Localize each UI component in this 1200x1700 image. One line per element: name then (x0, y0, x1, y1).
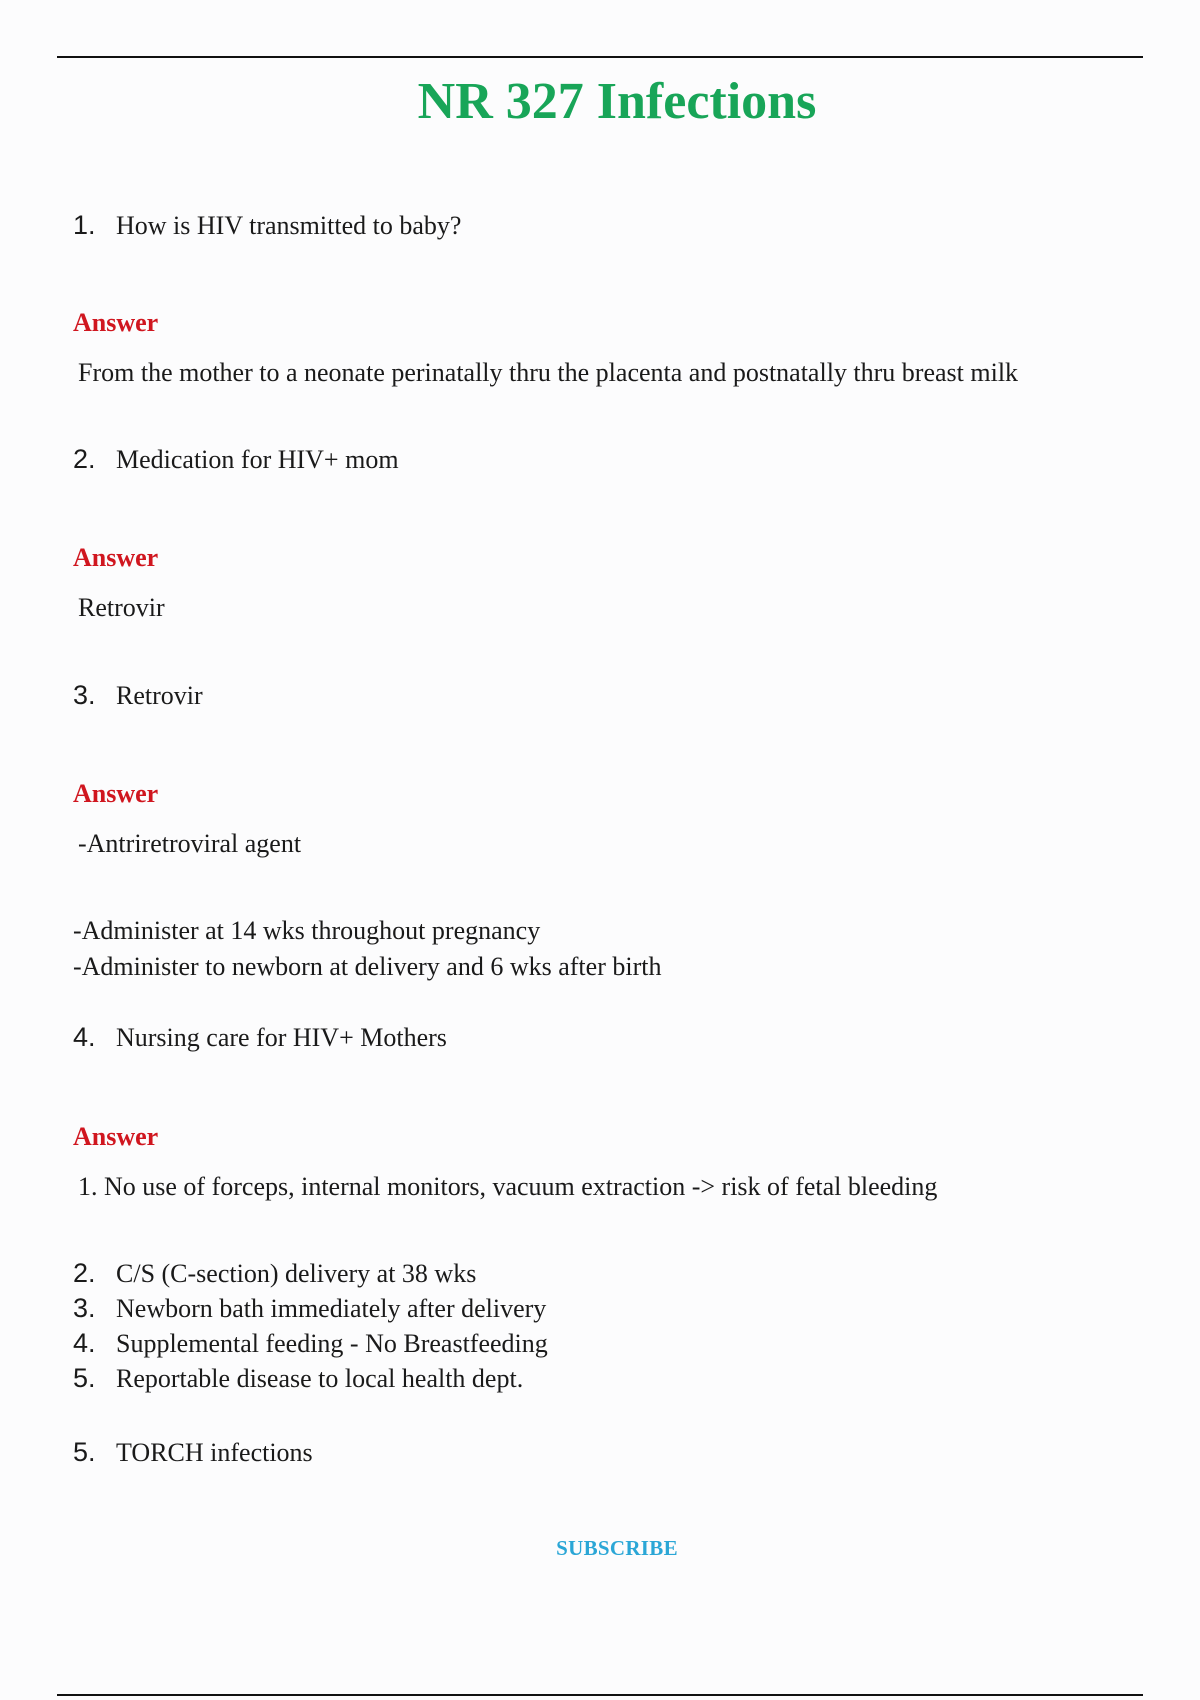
list-item-text: Supplemental feeding - No Breastfeeding (116, 1329, 548, 1358)
question-1 (73, 210, 461, 241)
list-item-text: Reportable disease to local health dept. (116, 1364, 524, 1393)
question-text: Retrovir (116, 681, 203, 710)
question-3 (73, 680, 203, 711)
question-text: Medication for HIV+ mom (116, 445, 399, 474)
answer-text: -Administer at 14 wks throughout pregnancy (73, 916, 541, 945)
subscribe-link[interactable]: SUBSCRIBE (556, 1536, 678, 1560)
answer-text: From the mother to a neonate perinatally thru the placenta and postnatally thru breast milk (78, 358, 1019, 387)
question-5 (73, 1437, 313, 1468)
question-2 (73, 444, 399, 475)
question-text: Nursing care for HIV+ Mothers (116, 1023, 447, 1052)
answer-text: Retrovir (78, 593, 165, 622)
answer-text: -Antriretroviral agent (78, 829, 302, 858)
list-item-number: 2. (73, 1258, 96, 1288)
answer-list-item (73, 1293, 546, 1324)
question-number: 3. (73, 680, 96, 710)
question-text: How is HIV transmitted to baby? (116, 211, 462, 240)
answer-label: Answer (73, 779, 159, 808)
question-number: 1. (73, 210, 96, 240)
answer-label: Answer (73, 543, 159, 572)
list-item-number: 5. (73, 1363, 96, 1393)
bottom-divider (57, 1694, 1143, 1696)
answer-list-item (73, 1328, 548, 1359)
question-number: 2. (73, 444, 96, 474)
question-4 (73, 1022, 447, 1053)
list-item-text: Newborn bath immediately after delivery (116, 1294, 547, 1323)
top-divider (57, 56, 1143, 58)
answer-label: Answer (73, 308, 159, 337)
answer-text: -Administer to newborn at delivery and 6 wks after birth (73, 952, 662, 981)
answer-text: 1. No use of forceps, internal monitors, vacuum extraction -> risk of fetal bleeding (78, 1172, 938, 1201)
page-title: NR 327 Infections (417, 73, 817, 130)
answer-list-item (73, 1258, 476, 1289)
list-item-text: C/S (C-section) delivery at 38 wks (116, 1259, 477, 1288)
question-number: 5. (73, 1437, 96, 1467)
answer-label: Answer (73, 1122, 159, 1151)
question-text: TORCH infections (116, 1438, 313, 1467)
list-item-number: 4. (73, 1328, 96, 1358)
answer-list-item (73, 1363, 523, 1394)
list-item-number: 3. (73, 1293, 96, 1323)
question-number: 4. (73, 1022, 96, 1052)
